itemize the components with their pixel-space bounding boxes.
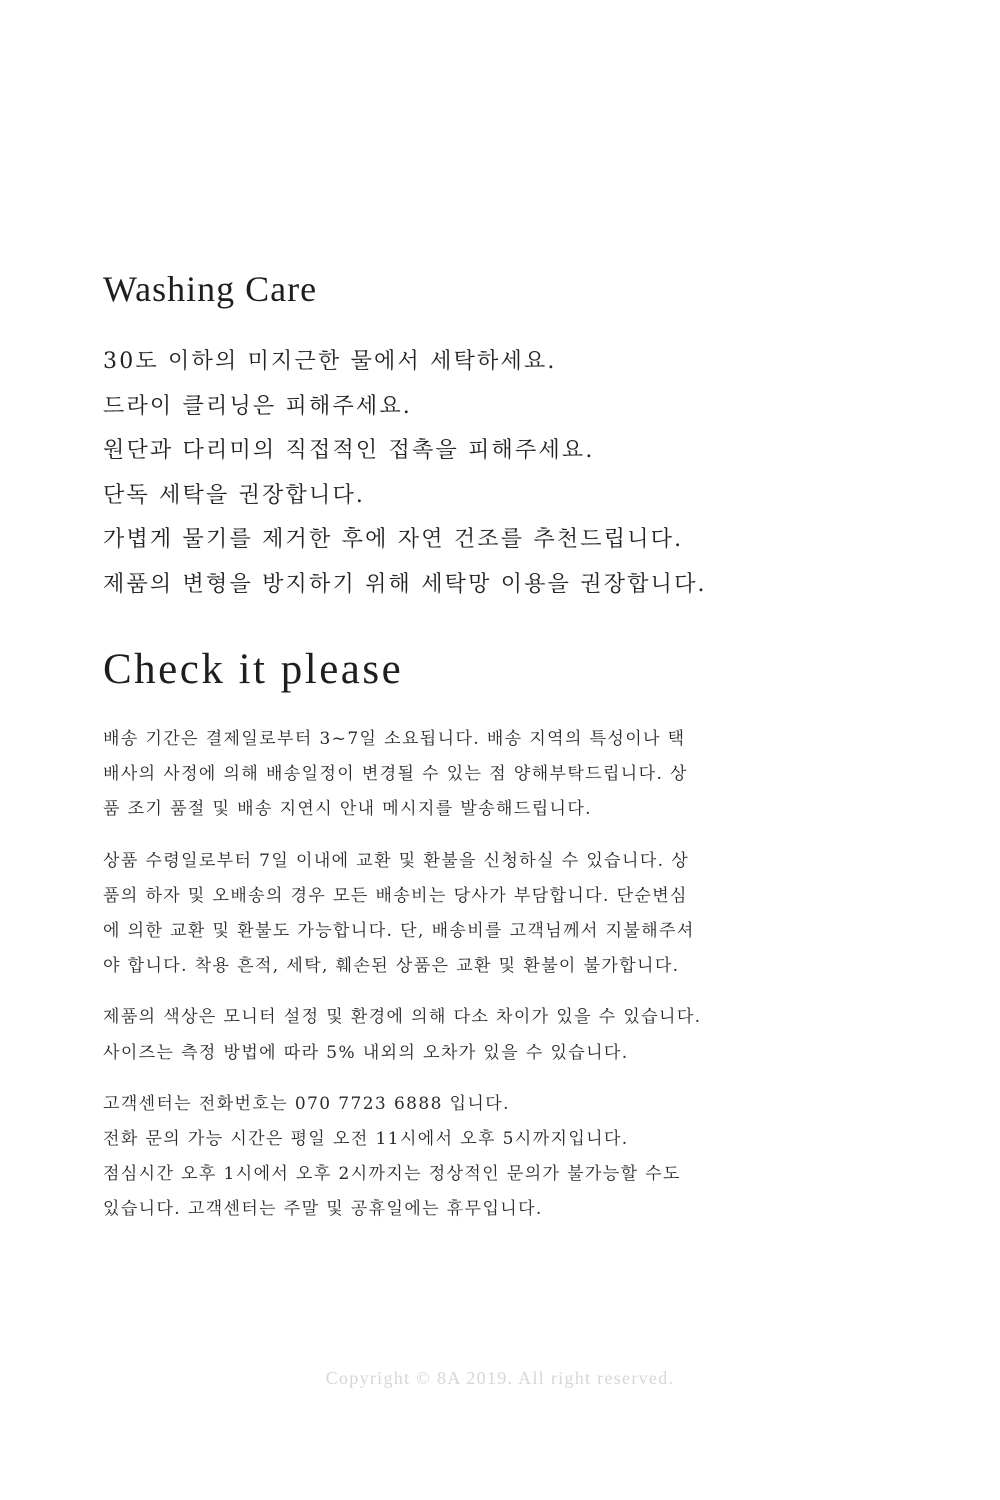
customer-center-paragraph xyxy=(103,1087,923,1228)
paragraph-line: 상품 수령일로부터 7일 이내에 교환 및 환불을 신청하실 수 있습니다. 상 xyxy=(103,850,690,871)
check-it-please-title: Check it please xyxy=(103,646,404,693)
washing-care-line: 제품의 변형을 방지하기 위해 세탁망 이용을 권장합니다. xyxy=(103,571,707,597)
paragraph-line: 야 합니다. 착용 흔적, 세탁, 훼손된 상품은 교환 및 환불이 불가합니다. xyxy=(103,956,680,977)
paragraph-line: 점심시간 오후 1시에서 오후 2시까지는 정상적인 문의가 불가능할 수도 xyxy=(103,1164,681,1185)
washing-care-line: 가볍게 물기를 제거한 후에 자연 건조를 추천드립니다. xyxy=(103,527,684,553)
paragraph-line: 있습니다. 고객센터는 주말 및 공휴일에는 휴무입니다. xyxy=(103,1199,543,1220)
washing-care-list xyxy=(103,340,707,608)
paragraph-line: 사이즈는 측정 방법에 따라 5% 내외의 오차가 있을 수 있습니다. xyxy=(103,1042,629,1063)
washing-care-line: 30도 이하의 미지근한 물에서 세탁하세요. xyxy=(103,349,557,374)
washing-care-line: 드라이 클리닝은 피해주세요. xyxy=(103,393,413,419)
paragraph-line: 고객센터는 전화번호는 070 7723 6888 입니다. xyxy=(103,1093,510,1114)
color-size-paragraph xyxy=(103,1000,923,1070)
paragraph-line: 품의 하자 및 오배송의 경우 모든 배송비는 당사가 부담합니다. 단순변심 xyxy=(103,885,688,906)
paragraph-line: 제품의 색상은 모니터 설정 및 환경에 의해 다소 차이가 있을 수 있습니다. xyxy=(103,1007,702,1028)
paragraph-line: 배사의 사정에 의해 배송일정이 변경될 수 있는 점 양해부탁드립니다. 상 xyxy=(103,764,688,785)
check-it-please-body xyxy=(103,722,923,1243)
washing-care-title: Washing Care xyxy=(103,269,318,309)
exchange-refund-paragraph xyxy=(103,844,923,985)
paragraph-line: 품 조기 품절 및 배송 지연시 안내 메시지를 발송해드립니다. xyxy=(103,799,592,820)
copyright-footer: Copyright © 8A 2019. All right reserved. xyxy=(325,1368,675,1388)
washing-care-line: 단독 세탁을 권장합니다. xyxy=(103,482,366,508)
paragraph-line: 배송 기간은 결제일로부터 3~7일 소요됩니다. 배송 지역의 특성이나 택 xyxy=(103,729,686,749)
paragraph-line: 에 의한 교환 및 환불도 가능합니다. 단, 배송비를 고객님께서 지불해주셔 xyxy=(103,920,695,941)
shipping-info-paragraph xyxy=(103,722,923,828)
washing-care-line: 원단과 다리미의 직접적인 접촉을 피해주세요. xyxy=(103,438,595,464)
paragraph-line: 전화 문의 가능 시간은 평일 오전 11시에서 오후 5시까지입니다. xyxy=(103,1128,629,1149)
